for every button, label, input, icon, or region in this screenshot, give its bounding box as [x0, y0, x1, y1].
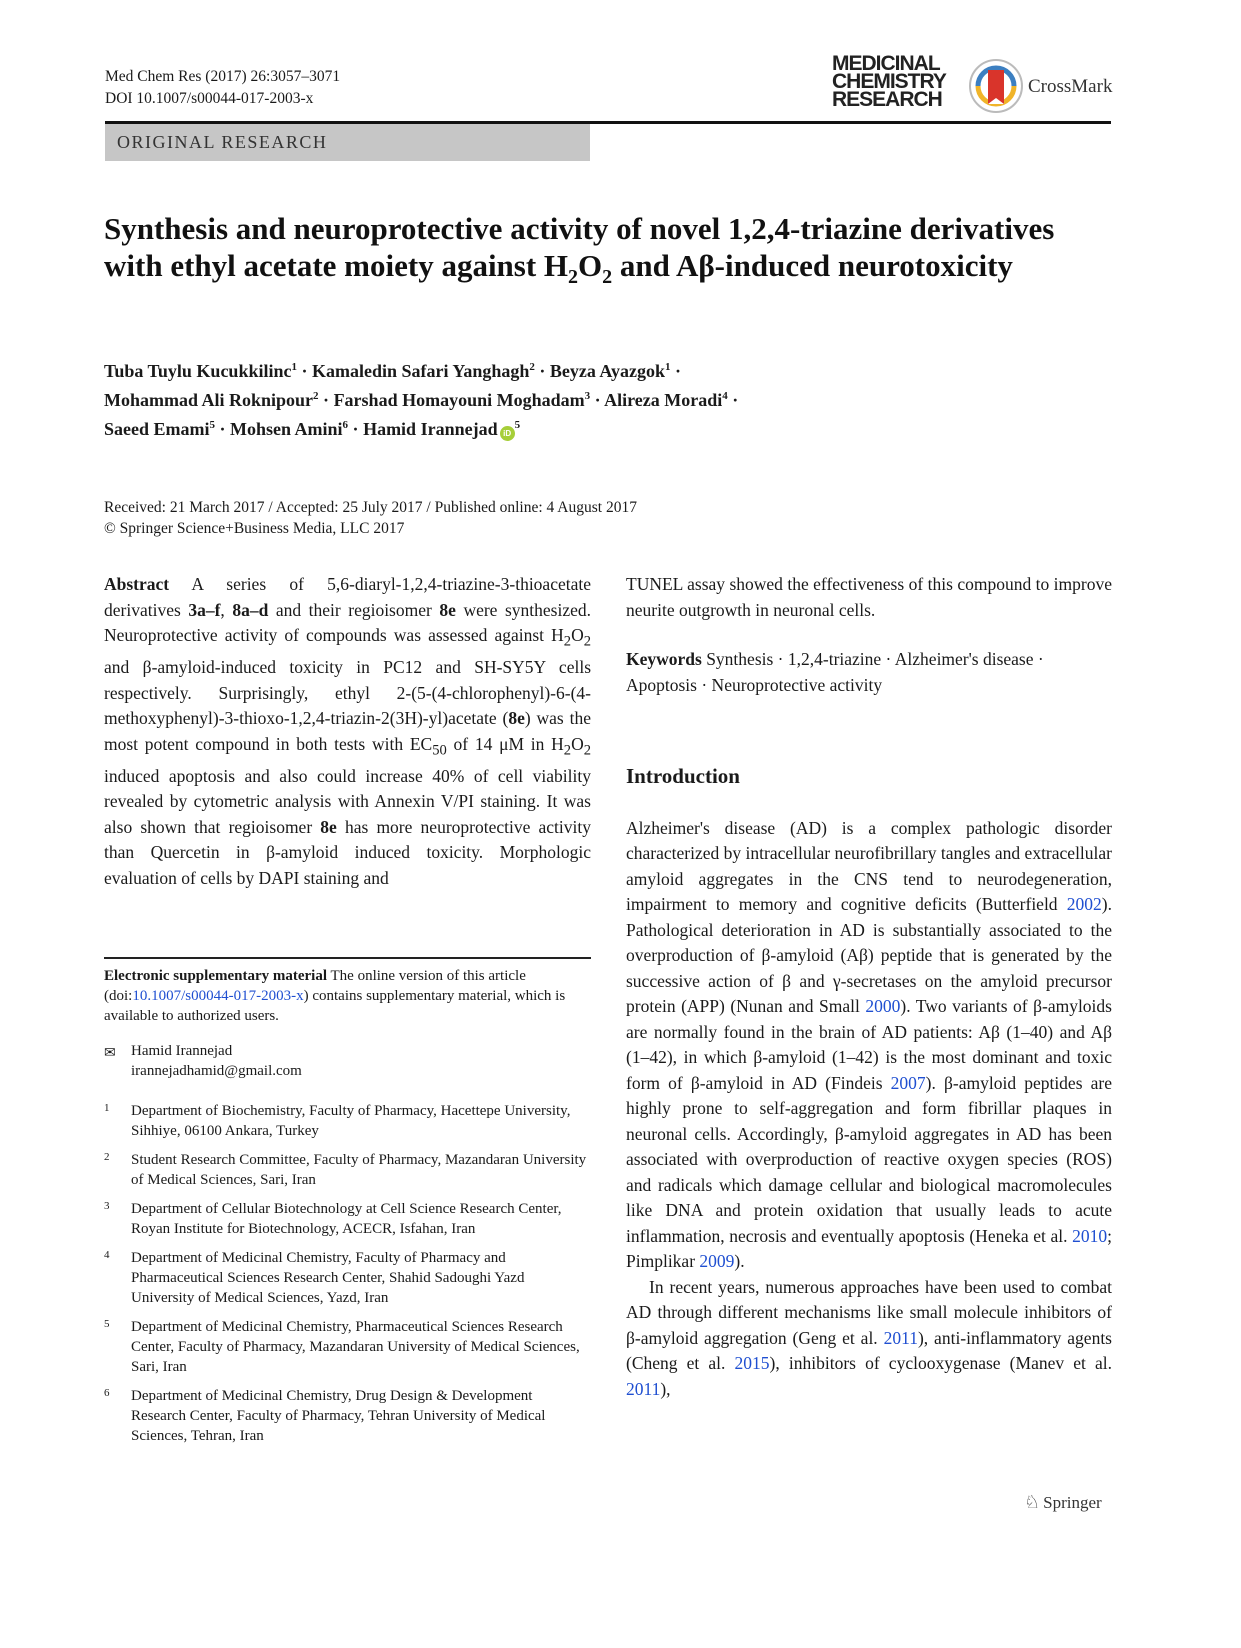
author: Mohsen Amini — [230, 419, 343, 439]
right-column — [626, 572, 1112, 1402]
author: Hamid Irannejad — [363, 419, 498, 439]
section-band — [105, 124, 590, 161]
citation-link[interactable]: 2007 — [890, 1072, 926, 1093]
affiliation-item: 1 Department of Biochemistry, Faculty of Pharmacy, Hacettepe University, Sihhiye, 06100 Ankara, Turkey — [104, 1102, 571, 1139]
springer-horse-icon: ♘ — [1024, 1492, 1041, 1512]
paragraph-text: ; Pimplikar — [626, 1225, 1112, 1271]
paragraph-text: ). — [734, 1251, 745, 1271]
crossmark-icon — [968, 58, 1024, 114]
footnote-rule — [104, 957, 591, 959]
left-column — [104, 572, 591, 891]
envelope-icon: ✉ — [104, 1046, 116, 1061]
supplementary-note: Electronic supplementary material The online version of this article (doi:10.1007/s00044-017-2003-x) contains supplementary material, which is available to authorized users. — [104, 968, 566, 1024]
paragraph-text: ). Two variants of β-amyloids are normally found in the brain of AD patients: Aβ (1–40) and Aβ (1–42), in which β-amyloid (1–42) is the most dominant and toxic form of β-amyloid in AD (Findeis — [626, 996, 1112, 1093]
orcid-icon[interactable]: iD — [500, 426, 515, 441]
paragraph-text: Alzheimer's disease (AD) is a complex pathologic disorder characterized by intracellular neurofibrillary tangles and extracellular amyloid aggregates in the CNS tend to neurodegeneration, impairment to memory and cognitive deficits (Butterfield — [626, 817, 1112, 914]
citation-link[interactable]: 2002 — [1066, 894, 1102, 914]
citation-link[interactable]: 2000 — [865, 996, 901, 1016]
journal-citation: Med Chem Res (2017) 26:3057–3071 — [105, 68, 341, 85]
author: Farshad Homayouni Moghadam — [333, 390, 585, 410]
publisher-mark: ♘ Springer — [1024, 1492, 1102, 1512]
keywords: Keywords Synthesis · 1,2,4-triazine · Alzheimer's disease · Apoptosis · Neuroprotective activity — [626, 649, 1044, 695]
affiliation-item: 6 Department of Medicinal Chemistry, Drug Design & Development Research Center, Faculty of Pharmacy, Tehran University of Medical Sciences, Tehran, Iran — [104, 1387, 546, 1444]
publication-dates: Received: 21 March 2017 / Accepted: 25 July 2017 / Published online: 4 August 2017 © Springer Science+Business Media, LLC 2017 — [104, 499, 637, 537]
citation-link[interactable]: 2011 — [626, 1378, 661, 1399]
author: Saeed Emami — [104, 419, 210, 439]
journal-reference — [105, 66, 340, 110]
paragraph-text: ). Pathological deterioration in AD is substantially associated to the overproduction of β-amyloid (Aβ) peptide that is generated by the successive action of β and γ-secretases on the amyloid precursor protein (APP) (Nunan and Small — [626, 894, 1112, 1016]
crossmark-label: CrossMark — [1028, 76, 1113, 97]
corresponding-author: ✉ Hamid Irannejad irannejadhamid@gmail.com — [104, 1041, 591, 1081]
journal-logo: MEDICINAL CHEMISTRY RESEARCH — [832, 52, 946, 111]
affiliation-item: 5 Department of Medicinal Chemistry, Pharmaceutical Sciences Research Center, Faculty of Pharmacy, Mazandaran University of Medical Sciences, Sari, Iran — [104, 1318, 580, 1375]
copyright: © Springer Science+Business Media, LLC 2017 — [104, 520, 405, 537]
affiliations — [104, 1101, 591, 1455]
article-title: Synthesis and neuroprotective activity of novel 1,2,4-triazine derivatives with ethyl acetate moiety against $H_2O_2$ and Aβ-induced neurotoxicity — [104, 211, 1055, 289]
supplementary-doi-link[interactable]: 10.1007/s00044-017-2003-x — [132, 988, 304, 1004]
paragraph-text: ), inhibitors of cyclooxygenase (Manev et al. — [769, 1353, 1112, 1373]
author: Kamaledin Safari Yanghagh — [311, 361, 530, 381]
introduction-paragraph — [626, 816, 1112, 1275]
author-list: Tuba Tuylu Kucukkilinc$^1$ · Kamaledin Safari Yanghagh$^2$ · Beyza Ayazgok$^1$ · Mohammad Ali Roknipour$^2$ · Farshad Homayouni Moghadam$^3$ · Alireza Moradi$^4$ · Saeed Emami$^5$ · Mohsen Amini$^6$ · Hamid Irannejad $iD^5$ — [104, 361, 739, 439]
author: Beyza Ayazgok — [549, 361, 666, 381]
abstract: Abstract A series of 5,6-diaryl-1,2,4-triazine-3-thioacetate derivatives 3a–f, 8a–d and their regioisomer 8e were synthesized. Neuroprotective activity of compounds was assessed against $H_2O_2$ and β-amyloid-induced toxicity in PC12 and SH-SY5Y cells respectively. Surprisingly, ethyl 2-(5-(4-chlorophenyl)-6-(4-methoxyphenyl)-3-thioxo-1,2,4-triazin-2(3H)-yl)acetate (8e) was the most potent compound in both tests with $EC_{50}$ of 14 μM in $H_2O_2$ induced apoptosis and also could increase 40% of cell viability revealed by cytometric analysis with Annexin V/PI staining. It was also shown that regioisomer 8e has more neuroprotective activity than Quercetin in β-amyloid induced toxicity. Morphologic evaluation of cells by DAPI staining and — [104, 574, 591, 888]
citation-link[interactable]: 2010 — [1072, 1225, 1108, 1246]
paragraph-text: ), — [660, 1378, 671, 1399]
affiliation-item: 4 Department of Medicinal Chemistry, Faculty of Pharmacy and Pharmaceutical Sciences Research Center, Shahid Sadoughi Yazd University of Medical Sciences, Yazd, Iran — [104, 1249, 525, 1306]
introduction-paragraph — [626, 1275, 1112, 1403]
doi-line: DOI 10.1007/s00044-017-2003-x — [105, 90, 314, 107]
section-label: ORIGINAL RESEARCH — [117, 132, 328, 152]
citation-link[interactable]: 2009 — [699, 1251, 735, 1271]
paragraph-text: In recent years, numerous approaches have been used to combat AD through different mechanisms like small molecule inhibitors of β-amyloid aggregation (Geng et al. — [626, 1276, 1112, 1348]
author: Tuba Tuylu Kucukkilinc — [104, 361, 292, 381]
paragraph-text: ). β-amyloid peptides are highly prone to self-aggregation and form fibrillar plaques in neuronal cells. Accordingly, β-amyloid aggregates in AD has been associated with overproduction of reactive oxygen species (ROS) and radicals which damage cellular and biological macromolecules like DNA and protein oxidation that usually leads to acute inflammation, necrosis and eventually apoptosis (Heneka et al. — [626, 1072, 1112, 1246]
introduction-heading: Introduction — [626, 764, 740, 788]
crossmark-badge[interactable] — [968, 58, 1113, 116]
citation-link[interactable]: 2011 — [883, 1327, 918, 1348]
abstract-continued: TUNEL assay showed the effectiveness of this compound to improve neurite outgrowth in neuronal cells. — [626, 574, 1112, 620]
affiliation-item: 2 Student Research Committee, Faculty of Pharmacy, Mazandaran University of Medical Sciences, Sari, Iran — [104, 1151, 587, 1188]
email-link[interactable]: irannejadhamid@gmail.com — [131, 1063, 302, 1079]
author: Alireza Moradi — [604, 390, 723, 410]
paragraph-text: ), anti-inflammatory agents (Cheng et al. — [626, 1327, 1112, 1373]
citation-link[interactable]: 2015 — [734, 1353, 770, 1373]
affiliation-item: 3 Department of Cellular Biotechnology at Cell Science Research Center, Royan Institute for Biotechnology, ACECR, Isfahan, Iran — [104, 1200, 562, 1237]
author: Mohammad Ali Roknipour — [104, 390, 314, 410]
